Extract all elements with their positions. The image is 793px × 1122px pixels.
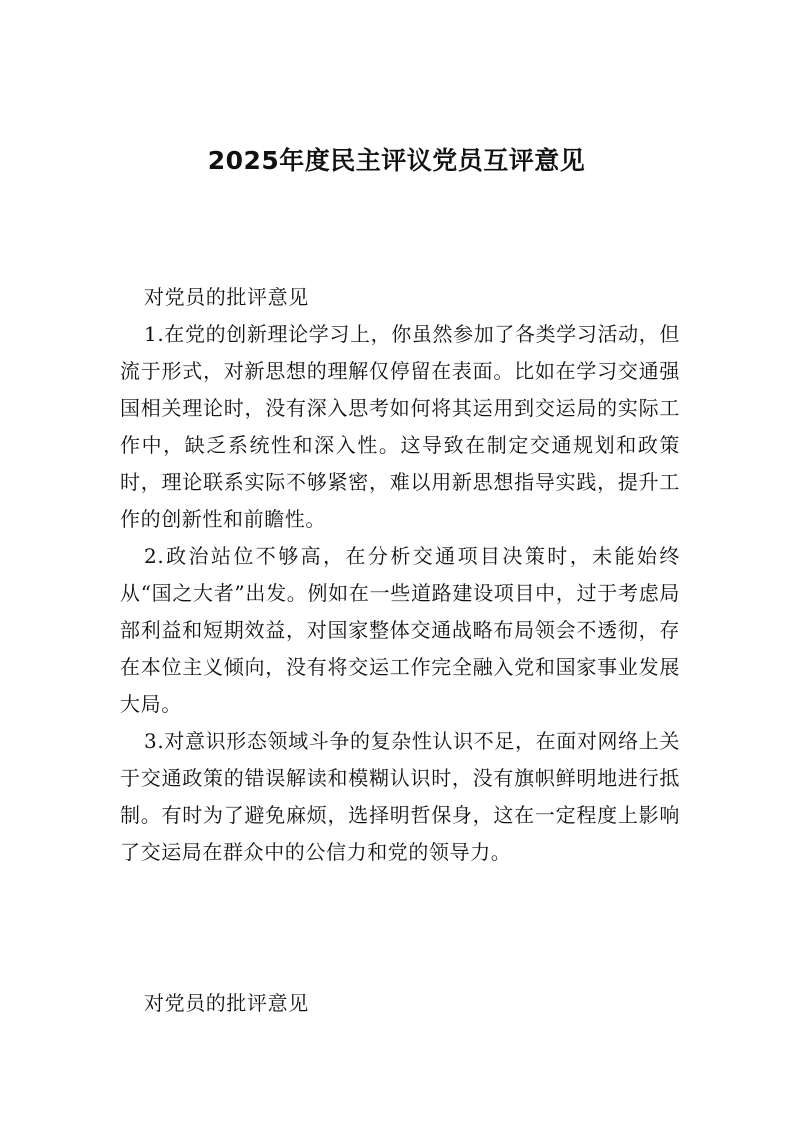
criticism-section-2 <box>120 985 680 1022</box>
criticism-paragraph-1: 1.在党的创新理论学习上，你虽然参加了各类学习活动，但流于形式，对新思想的理解仅停留在表面。比如在学习交通强国相关理论时，没有深入思考如何将其运用到交运局的实际工作中，缺乏系统性和深入性。这导致在制定交通规划和政策时，理论联系实际不够紧密，难以用新思想指导实践，提升工作的创新性和前瞻性。 <box>120 322 680 531</box>
criticism-paragraph-3: 3.对意识形态领域斗争的复杂性认识不足，在面对网络上关于交通政策的错误解读和模糊认识时，没有旗帜鲜明地进行抵制。有时为了避免麻烦，选择明哲保身，这在一定程度上影响了交运局在群众中的公信力和党的领导力。 <box>120 729 680 864</box>
document-title: 2025年度民主评议党员互评意见 <box>207 145 586 175</box>
criticism-paragraph-2: 2.政治站位不够高，在分析交通项目决策时，未能始终从“国之大者”出发。例如在一些道路建设项目中，过于考虑局部利益和短期效益，对国家整体交通战略布局领会不透彻，存在本位主义倾向，没有将交运工作完全融入党和国家事业发展大局。 <box>120 544 680 716</box>
section-heading: 对党员的批评意见 <box>144 285 309 309</box>
criticism-section-1 <box>120 279 680 871</box>
section-heading: 对党员的批评意见 <box>144 991 309 1015</box>
